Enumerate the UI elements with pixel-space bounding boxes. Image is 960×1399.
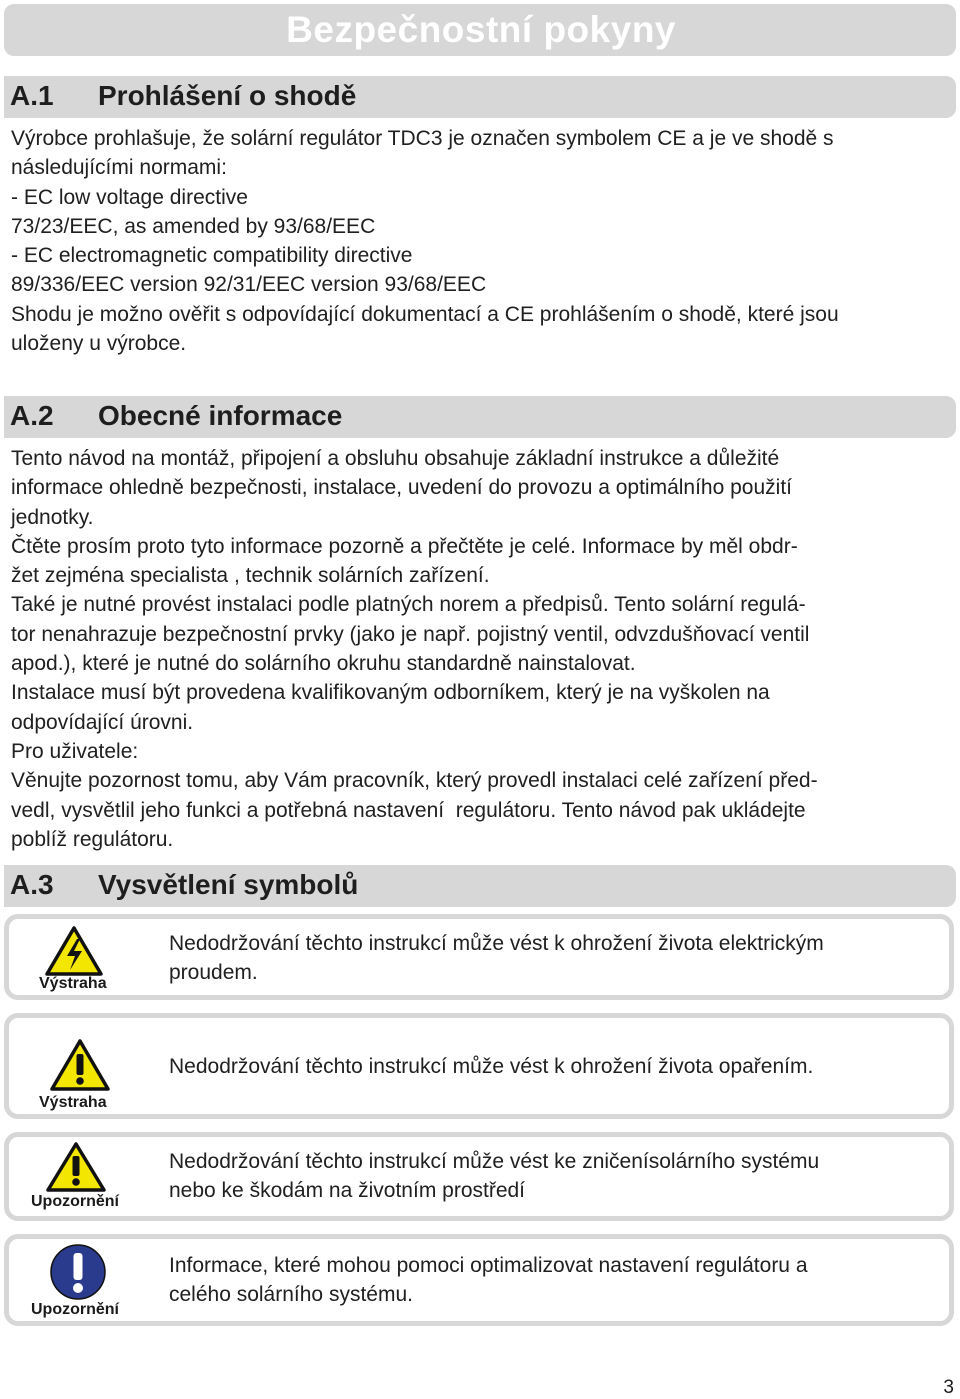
symbol-label: Upozornění [31,1301,119,1318]
paragraph-line: tor nenahrazuje bezpečnostní prvky (jako je např. pojistný ventil, odvzdušňovací ventil [11,622,810,646]
description-line: celého solárního systému. [169,1283,413,1307]
paragraph-line: 73/23/EEC, as amended by 93/68/EEC [11,214,376,238]
description-line: Nedodržování těchto instrukcí může vést k ohrožení života opařením. [169,1055,814,1078]
paragraph-line: Tento návod na montáž, připojení a obsluhu obsahuje základní instrukce a důležité [11,447,780,470]
paragraph-line: Instalace musí být provedena kvalifikovaným odborníkem, který je na vyškolen na [11,681,770,705]
section-number: A.1 [10,80,54,111]
page-title: Bezpečnostní pokyny [286,9,676,50]
paragraph-line: apod.), které je nutné do solárního okruhu standardně nainstalovat. [11,652,636,676]
section-heading-a2 [4,396,956,438]
paragraph-line: poblíž regulátoru. [11,827,174,851]
paragraph-line: Věnujte pozornost tomu, aby Vám pracovník, který provedl instalaci celé zařízení před- [11,769,818,793]
symbol-box-info [4,1234,954,1326]
paragraph-line: vedl, vysvětlil jeho funkci a potřebná nastavení regulátoru. Tento návod pak ukládejte [11,798,806,822]
symbol-box-caution [4,1132,954,1221]
symbol-description [169,1147,819,1206]
paragraph-line: Čtěte prosím proto tyto informace pozorně a přečtěte je celé. Informace by měl obdr- [11,534,798,558]
section-number: A.2 [10,400,54,431]
paragraph-line: žet zejména specialista , technik solárních zařízení. [11,564,490,588]
paragraph-line: informace ohledně bezpečnosti, instalace, uvedení do provozu a optimálního použití [11,476,792,500]
symbol-description [169,1251,808,1310]
symbol-label: Upozornění [31,1193,119,1210]
page-number: 3 [943,1377,954,1398]
symbol-box-electric [4,914,954,1000]
description-line: proudem. [169,961,258,985]
description-line: nebo ke škodám na životním prostředí [169,1179,526,1203]
paragraph-line: - EC low voltage directive [11,185,248,209]
description-line: Nedodržování těchto instrukcí může vést k ohrožení života elektrickým [169,932,824,955]
declaration-text [11,124,946,358]
symbol-description [169,1052,813,1081]
symbol-label: Výstraha [39,975,107,992]
section-title: Prohlášení o shodě [98,80,357,111]
electric-shock-warning-icon [44,925,104,977]
paragraph-line: 89/336/EEC version 92/31/EEC version 93/68/EEC [11,273,487,297]
paragraph-line: Shodu je možno ověřit s odpovídající dokumentací a CE prohlášením o shodě, které jsou [11,302,839,326]
symbol-label: Výstraha [39,1094,107,1111]
caution-warning-icon [45,1141,107,1193]
page-header [4,4,956,56]
section-title: Obecné informace [98,400,343,431]
paragraph-line: Také je nutné provést instalaci podle platných norem a předpisů. Tento solární regulá- [11,593,806,617]
info-note-icon [49,1243,107,1301]
paragraph-line: Výrobce prohlašuje, že solární regulátor TDC3 je označen symbolem CE a je ve shodě s [11,127,834,150]
symbol-box-warning [4,1013,954,1119]
paragraph-line: odpovídající úrovni. [11,710,194,734]
general-info-text [11,444,946,854]
paragraph-line: jednotky. [11,505,94,529]
general-warning-icon [49,1038,111,1092]
symbol-description [169,929,824,988]
description-line: Informace, které mohou pomoci optimalizovat nastavení regulátoru a [169,1254,808,1277]
paragraph-line: - EC electromagnetic compatibility directive [11,244,413,268]
paragraph-line: následujícími normami: [11,156,227,180]
section-heading-a1 [4,76,956,118]
section-number: A.3 [10,869,54,900]
section-heading-a3 [4,865,956,907]
paragraph-line: Pro uživatele: [11,739,139,763]
section-title: Vysvětlení symbolů [98,869,359,900]
paragraph-line: uloženy u výrobce. [11,332,187,356]
description-line: Nedodržování těchto instrukcí může vést ke zničenísolárního systému [169,1150,820,1173]
